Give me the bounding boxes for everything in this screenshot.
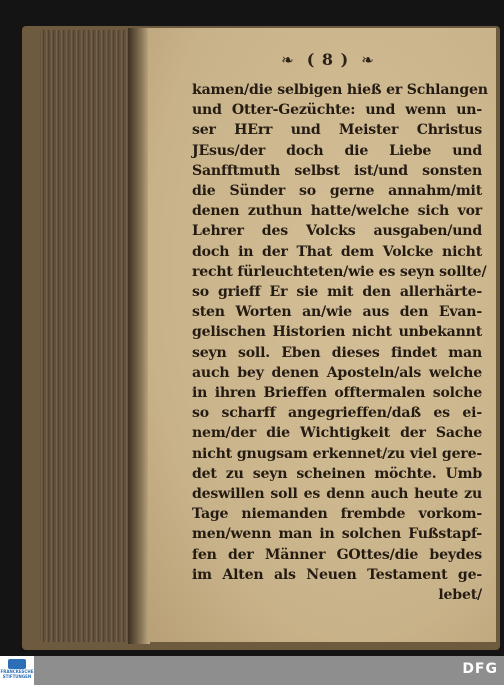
text-line: im Alten als Neuen Testament ge- [192, 566, 482, 583]
book-gutter [128, 28, 150, 644]
text-line: ser HErr und Meister Christus [192, 122, 482, 139]
page-edges [40, 30, 136, 642]
text-line: so grieff Er sie mit den allerhärte- [192, 284, 482, 301]
text-line: fen der Männer GOttes/die beydes [192, 546, 482, 563]
text-line: nem/der die Wichtigkeit der Sache [192, 425, 482, 442]
text-line: auch bey denen Aposteln/als welche [192, 364, 482, 381]
text-line: gelischen Historien nicht unbekannt [192, 324, 482, 341]
text-line: Lehrer des Volcks ausgaben/und [192, 223, 482, 240]
text-line: in ihren Brieffen offtermalen solche [192, 385, 482, 402]
text-line: kamen/die selbigen hieß er Schlangen [192, 82, 488, 98]
ornament-left-icon: ❧ [281, 51, 295, 69]
text-line: nicht gnugsam erkennet/zu viel gere- [192, 445, 482, 462]
franckesche-stiftungen-logo[interactable] [0, 656, 34, 685]
text-line: men/wenn man in solchen Fußstapf- [192, 526, 482, 543]
text-line: deswillen soll es denn auch heute zu [192, 486, 482, 503]
page-header [198, 50, 458, 69]
text-line: und Otter-Gezüchte: und wenn un- [192, 102, 482, 119]
text-line: recht fürleuchteten/wie es seyn sollte/ [192, 263, 487, 280]
dfg-logo[interactable]: DFG [462, 661, 498, 677]
viewer-footer [0, 656, 504, 685]
text-line: so scharff angegrieffen/daß es ei- [192, 405, 482, 422]
ornament-right-icon: ❧ [361, 51, 375, 69]
text-line: denen zuthun hatte/welche sich vor [192, 203, 482, 220]
text-line: doch in der That dem Volcke nicht [192, 243, 482, 260]
institution-logo-icon [8, 659, 26, 669]
text-line: det zu seyn scheinen möchte. Umb [192, 465, 482, 482]
text-line: JEsus/der doch die Liebe und [192, 142, 482, 159]
page-number: ( 8 ) [306, 50, 350, 69]
logo-label: FRANCKESCHE STIFTUNGEN [0, 669, 34, 679]
text-line: sten Worten an/wie aus den Evan- [192, 304, 482, 321]
text-line: Tage niemanden frembde vorkom- [192, 506, 482, 523]
text-line-catchword: lebet/ [438, 587, 482, 604]
text-line: seyn soll. Eben dieses findet man [192, 344, 482, 361]
book-page [148, 28, 496, 642]
text-line: die Sünder so gerne annahm/mit [192, 183, 482, 200]
page-text [192, 80, 488, 605]
text-line: Sanfftmuth selbst ist/und sonsten [192, 162, 482, 179]
